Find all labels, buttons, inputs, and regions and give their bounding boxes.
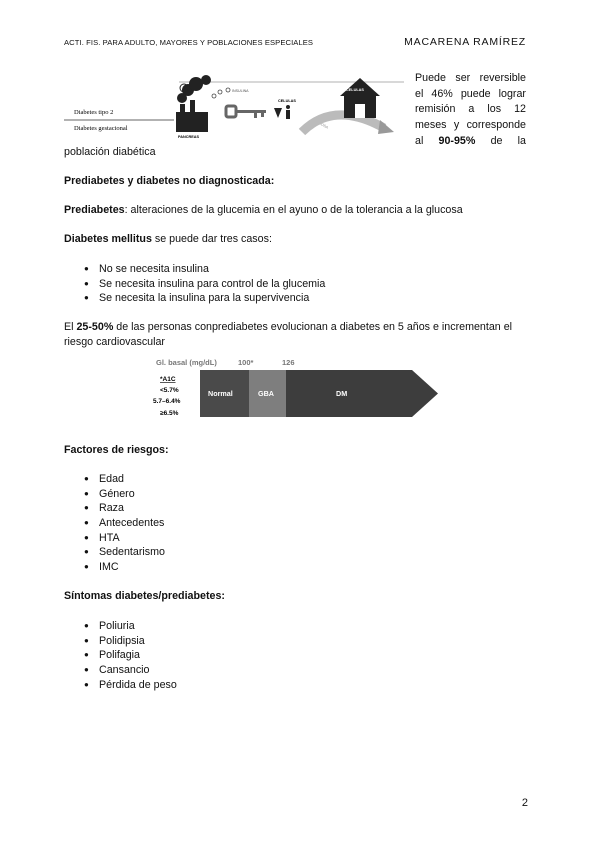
intro-line-post: de la xyxy=(475,134,526,147)
glucose-classification-figure xyxy=(150,355,440,425)
key-icon xyxy=(226,106,266,118)
list-item: ● Sedentarismo xyxy=(84,546,165,559)
prediabetes-heading: Prediabetes y diabetes no diagnosticada: xyxy=(64,175,275,187)
prediabetes-definition: Prediabetes: alteraciones de la glucemia en el ayuno o de la tolerancia a la glucosa xyxy=(64,204,463,216)
symptoms-heading: Síntomas diabetes/prediabetes: xyxy=(64,590,225,602)
list-item: ● Polidipsia xyxy=(84,634,145,647)
insulin-dots-icon xyxy=(212,88,230,98)
list-item: ● IMC xyxy=(84,561,119,574)
segment-label-gba: GBA xyxy=(258,389,274,398)
label-celulas: CELULAS xyxy=(278,99,296,103)
list-item: ● No se necesita insulina xyxy=(84,263,209,275)
label-tipo2: Diabetes tipo 2 xyxy=(74,109,114,116)
progression-paragraph: El 25-50% de las personas conprediabetes evolucionan a diabetes en 5 años e incrementan el riesgo cardiovascular xyxy=(64,321,513,348)
pancreas-factory-icon xyxy=(176,75,211,132)
segment-label-dm: DM xyxy=(336,389,348,398)
intro-line: Puede ser reversible xyxy=(415,72,526,84)
a1c-row: ≥6.5% xyxy=(160,410,179,417)
header-author: MACARENA RAMÍREZ xyxy=(404,36,526,48)
intro-line: meses y corresponde xyxy=(415,119,526,132)
label-glucosa: GLUCOSA xyxy=(311,117,329,130)
list-item: ● Cansancio xyxy=(84,664,150,677)
a1c-row: <5.7% xyxy=(160,387,179,394)
intro-line-pre: al xyxy=(415,134,439,147)
label-gestacional: Diabetes gestacional xyxy=(74,125,128,132)
cases-list xyxy=(84,262,325,306)
intro-line: el 46% puede lograr xyxy=(415,87,526,100)
list-item: ● Poliuria xyxy=(84,620,135,632)
cell-house-icon xyxy=(340,78,380,118)
list-item: ● Se necesita insulina para control de la glucemia xyxy=(84,277,326,290)
list-item: ● Antecedentes xyxy=(84,517,165,530)
segment-dm xyxy=(286,370,438,417)
label-pancreas: PANCREAS xyxy=(178,135,200,139)
list-item: ● Raza xyxy=(84,502,124,515)
list-item: ● Pérdida de peso xyxy=(84,678,177,691)
tick-126: 126 xyxy=(282,358,295,367)
segment-label-normal: Normal xyxy=(208,389,233,398)
list-item: ● Edad xyxy=(84,473,124,485)
tick-100: 100* xyxy=(238,358,254,367)
list-item: ● Género xyxy=(84,487,135,500)
risk-heading: Factores de riesgos: xyxy=(64,444,169,456)
header-left-title: ACTI. FIS. PARA ADULTO, MAYORES Y POBLACIONES ESPECIALES xyxy=(64,38,314,47)
axis-label: Gl. basal (mg/dL) xyxy=(156,358,217,367)
intro-continuation: población diabética xyxy=(64,146,156,158)
label-insulina: INSULINA xyxy=(232,89,249,93)
mellitus-intro: Diabetes mellitus se puede dar tres casos: xyxy=(64,233,272,245)
a1c-row: 5.7–6.4% xyxy=(153,398,181,405)
list-item: ● HTA xyxy=(84,531,120,544)
page-number: 2 xyxy=(521,797,528,809)
cell-lock-icon xyxy=(274,105,290,119)
list-item: ● Polifagia xyxy=(84,649,140,662)
symptoms-list xyxy=(84,619,177,692)
label-celulas-house: CELULAS xyxy=(346,88,364,92)
intro-percentage: 90-95% xyxy=(438,134,476,147)
diabetes-mechanism-figure xyxy=(64,70,410,148)
a1c-title: *A1C xyxy=(160,376,176,383)
risk-factors-list xyxy=(84,472,165,575)
intro-paragraph xyxy=(415,71,526,150)
intro-line: remisión a los 12 xyxy=(415,103,526,116)
list-item: ● Se necesita la insulina para la supervivencia xyxy=(84,292,310,305)
